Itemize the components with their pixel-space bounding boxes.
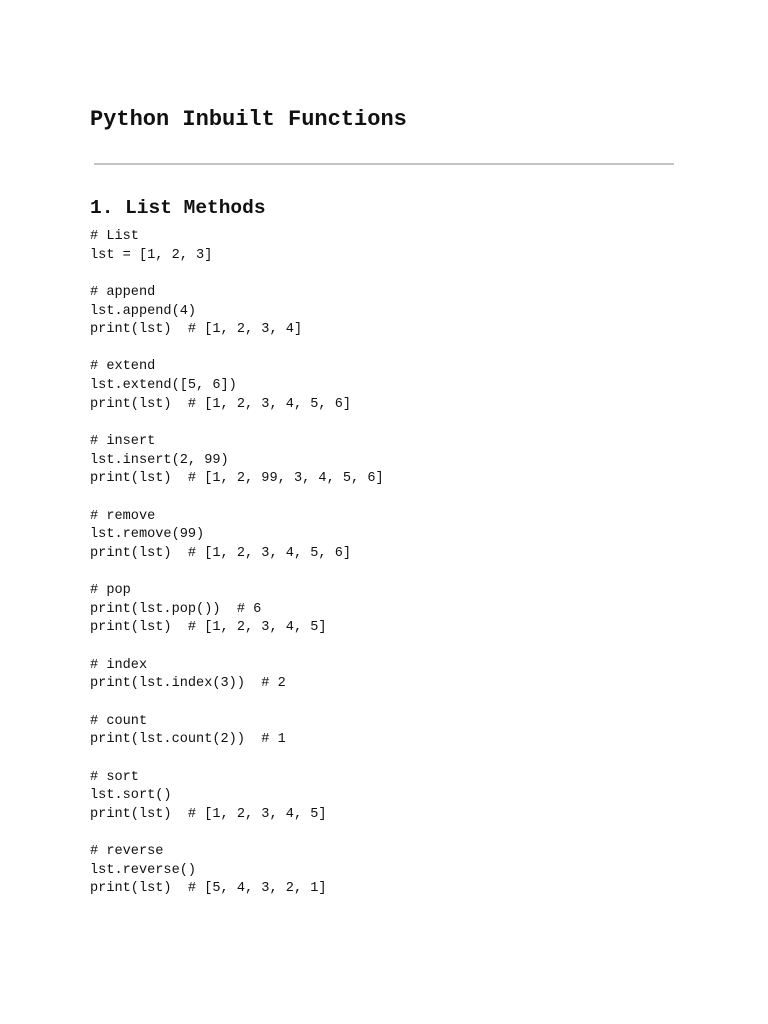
section-heading-list-methods: 1. List Methods (90, 197, 266, 219)
code-line: print(lst.count(2)) # 1 (90, 732, 286, 748)
code-line: lst = [1, 2, 3] (90, 247, 213, 263)
code-blank-line (90, 564, 384, 583)
code-line: print(lst) # [1, 2, 3, 4, 5, 6] (90, 545, 352, 561)
code-line: print(lst) # [1, 2, 3, 4] (90, 322, 303, 338)
code-comment-line: # pop (90, 583, 131, 599)
code-comment-line: # append (90, 284, 156, 300)
code-line: lst.remove(99) (90, 527, 205, 543)
code-comment-line: # remove (90, 508, 156, 524)
code-line: print(lst) # [5, 4, 3, 2, 1] (90, 881, 327, 897)
code-line: print(lst) # [1, 2, 3, 4, 5, 6] (90, 396, 352, 412)
code-comment-line: # insert (90, 434, 156, 450)
document-title: Python Inbuilt Functions (90, 107, 407, 132)
code-line: print(lst) # [1, 2, 3, 4, 5] (90, 806, 327, 822)
code-line: lst.insert(2, 99) (90, 452, 229, 468)
code-blank-line (90, 340, 384, 359)
horizontal-divider (94, 163, 674, 165)
code-line: print(lst.index(3)) # 2 (90, 676, 286, 692)
code-blank-line (90, 489, 384, 508)
code-blank-line (90, 638, 384, 657)
code-blank-line (90, 694, 384, 713)
code-comment-line: # sort (90, 769, 139, 785)
code-block (90, 228, 384, 899)
code-blank-line (90, 825, 384, 844)
code-line: print(lst) # [1, 2, 3, 4, 5] (90, 620, 327, 636)
code-line: lst.reverse() (90, 862, 197, 878)
code-line: lst.append(4) (90, 303, 197, 319)
code-comment-line: # count (90, 713, 148, 729)
code-blank-line (90, 414, 384, 433)
code-blank-line (90, 265, 384, 284)
code-line: print(lst.pop()) # 6 (90, 601, 262, 617)
code-comment-line: # List (90, 229, 139, 244)
code-comment-line: # extend (90, 359, 156, 375)
code-comment-line: # index (90, 657, 148, 673)
code-line: lst.extend([5, 6]) (90, 378, 237, 394)
code-line: lst.sort() (90, 788, 172, 804)
code-comment-line: # reverse (90, 844, 164, 860)
code-blank-line (90, 750, 384, 769)
code-line: print(lst) # [1, 2, 99, 3, 4, 5, 6] (90, 471, 384, 487)
